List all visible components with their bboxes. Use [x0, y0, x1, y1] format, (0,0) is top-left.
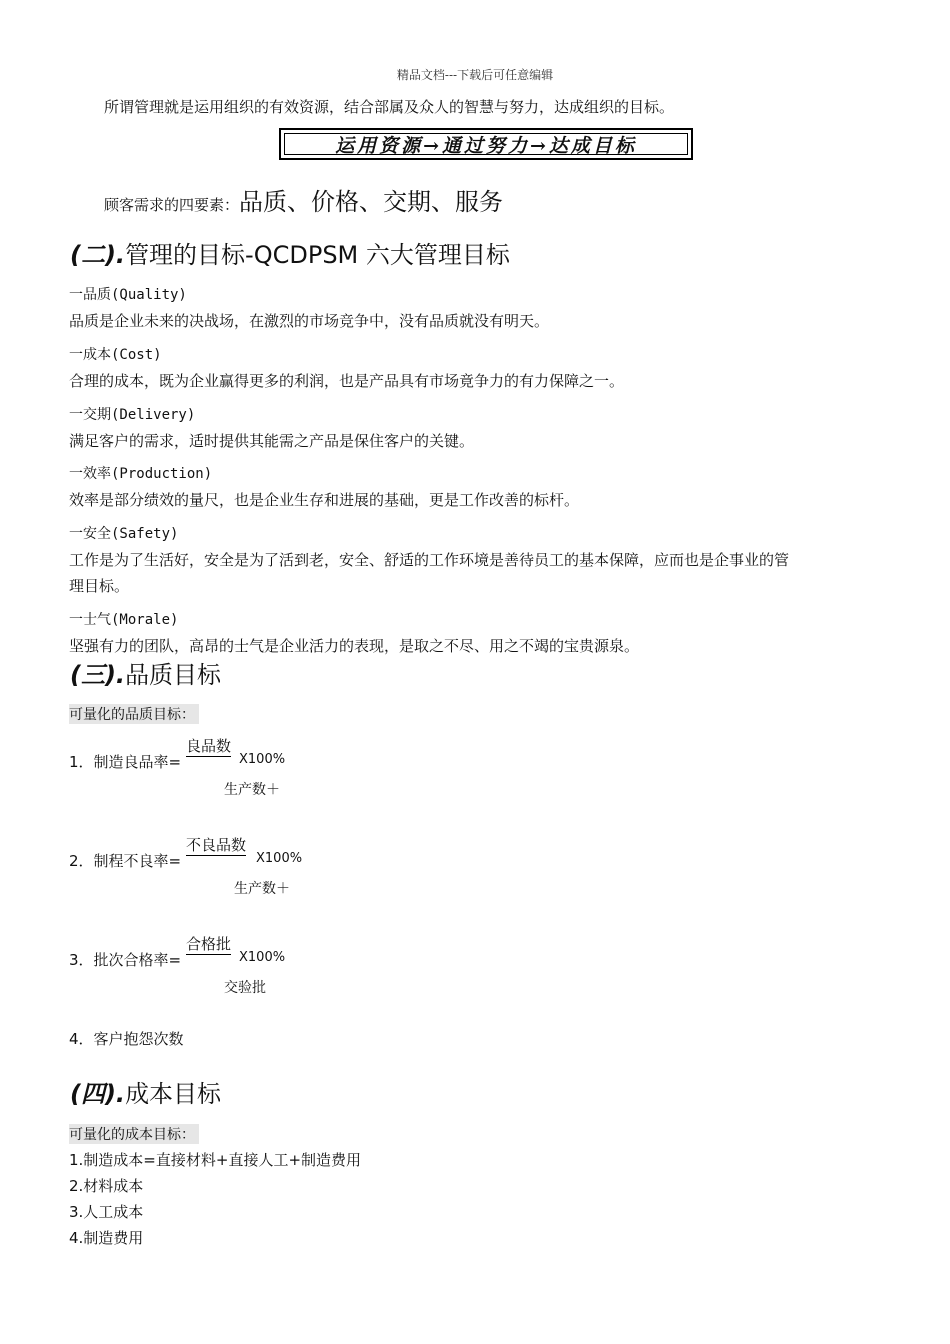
section-3-title: 品质目标	[125, 661, 222, 689]
item-morale-body: 坚强有力的团队，高昂的士气是企业活力的表现，是取之不尽、用之不竭的宝贵源泉。	[69, 637, 640, 655]
cost-targets-label: 可量化的成本目标：	[69, 1124, 199, 1144]
formula-2-denominator: 生产数＋	[234, 881, 290, 897]
slogan-box	[279, 128, 693, 160]
formula-1-denominator: 生产数＋	[224, 782, 280, 798]
formula-2-numerator: 不良品数	[186, 836, 247, 854]
customer-line	[104, 182, 503, 217]
item-production-body: 效率是部分绩效的量尺，也是企业生存和进展的基础，更是工作改善的标杆。	[69, 491, 580, 509]
formula-3-numerator: 合格批	[186, 935, 232, 953]
item-production-head: 一效率(Production)	[69, 466, 213, 482]
section-4-title: 成本目标	[125, 1080, 222, 1108]
cost-item-3: 3.人工成本	[69, 1203, 144, 1221]
section-2-title: 管理的目标-QCDPSM 六大管理目标	[125, 241, 510, 269]
customer-value: 品质、价格、交期、服务	[239, 188, 504, 216]
cost-item-1: 1.制造成本=直接材料+直接人工+制造费用	[69, 1151, 362, 1169]
formula-3-multiplier: X100%	[239, 950, 286, 965]
section-2-number: (二).	[70, 241, 126, 269]
formula-2-label: 2．制程不良率=	[69, 852, 182, 870]
formula-2-multiplier: X100%	[256, 851, 303, 866]
section-4-heading	[70, 1074, 221, 1109]
cost-item-4: 4.制造费用	[69, 1229, 144, 1247]
formula-1-numerator: 良品数	[186, 737, 232, 755]
item-quality-head: 一品质(Quality)	[69, 287, 187, 303]
formula-3-label: 3．批次合格率=	[69, 951, 182, 969]
section-2-heading	[70, 235, 510, 270]
customer-label: 顾客需求的四要素：	[104, 196, 240, 214]
quality-targets-label: 可量化的品质目标：	[69, 704, 199, 724]
page-header: 精品文档---下载后可任意编辑	[396, 68, 554, 82]
section-4-number: (四).	[70, 1080, 126, 1108]
item-safety-body: 工作是为了生活好，安全是为了活到老，安全、舒适的工作环境是善待员工的基本保障，应而也是企事业的管	[69, 551, 790, 569]
cost-item-2: 2.材料成本	[69, 1177, 144, 1195]
item-cost-body: 合理的成本，既为企业赢得更多的利润，也是产品具有市场竟争力的有力保障之一。	[69, 372, 625, 390]
formula-4-label: 4．客户抱怨次数	[69, 1030, 184, 1048]
item-delivery-head: 一交期(Delivery)	[69, 407, 196, 423]
item-safety-body-cont: 理目标。	[69, 577, 130, 595]
slogan-text: 运用资源→通过努力→达成目标	[284, 133, 688, 155]
formula-1-label: 1．制造良品率=	[69, 753, 182, 771]
item-quality-body: 品质是企业未来的决战场，在激烈的市场竞争中，没有品质就没有明天。	[69, 312, 550, 330]
item-safety-head: 一安全(Safety)	[69, 526, 179, 542]
item-morale-head: 一士气(Morale)	[69, 612, 179, 628]
item-delivery-body: 满足客户的需求，适时提供其能需之产品是保住客户的关键。	[69, 432, 475, 450]
section-3-number: (三).	[70, 661, 126, 689]
formula-3-denominator: 交验批	[224, 980, 266, 996]
intro-paragraph: 所谓管理就是运用组织的有效资源，结合部属及众人的智慧与努力，达成组织的目标。	[104, 98, 675, 116]
formula-1-multiplier: X100%	[239, 752, 286, 767]
section-3-heading	[70, 655, 221, 690]
item-cost-head: 一成本(Cost)	[69, 347, 162, 363]
